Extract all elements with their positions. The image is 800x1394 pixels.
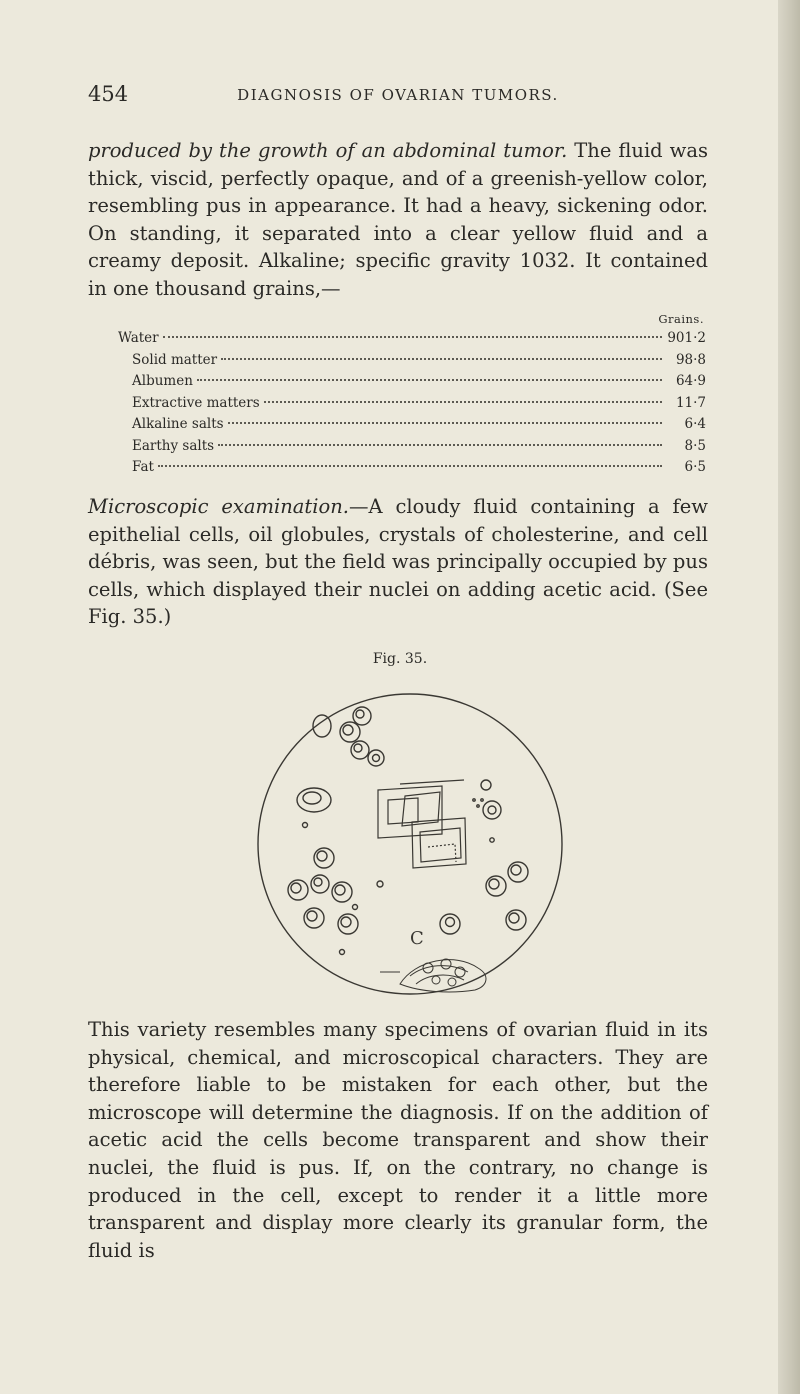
microscope-field-figure [250,672,570,1002]
table-row [118,395,706,417]
leader-dots [221,358,662,360]
paragraph-diagnosis: This variety resembles many specimens of ovarian fluid in its physical, chemical, and microscopical characters. They are therefore liable to be mistaken for each other, but the microscope will determine the diagnosis. If on the addition of acetic acid the cells become transparent and show their nuclei, the fluid is pus. If, on the contrary, no change is produced in the cell, except to render it a little more transparent and display more clearly its granular form, the fluid is [88,1018,708,1262]
composition-table [118,312,706,481]
row-label: Albumen [132,373,193,389]
row-value: 8·5 [684,437,706,454]
paragraph-fluid-description [88,137,708,303]
row-label: Earthy salts [132,437,215,454]
pus-cells [288,707,528,934]
leader-dots [218,444,662,446]
italic-lead: Microscopic examination. [88,495,350,518]
microscope-field-circle [258,694,562,994]
row-label: Water [118,330,159,346]
cell-debris [380,959,486,992]
table-row [118,459,706,481]
table-row [118,352,706,374]
row-label: Extractive matters [132,394,260,411]
row-value: 11·7 [675,394,706,411]
table-row [118,438,706,460]
leader-dots [197,379,662,381]
row-value: 98·8 [675,351,706,368]
leader-dots [163,336,662,338]
table-units-header: Grains. [658,312,704,326]
row-value: 64·9 [675,373,706,389]
cholesterine-crystals [378,780,466,868]
row-label: Alkaline salts [132,416,224,432]
row-label: Solid matter [132,351,218,368]
figure-inner-letter: C [410,928,424,949]
row-value: 6·5 [684,459,706,475]
row-label: Fat [132,459,154,475]
row-value: 6·4 [684,416,706,432]
italic-lead: produced by the growth of an abdominal tumor. [88,139,568,162]
table-row [118,416,706,438]
leader-dots [158,465,662,467]
page-number: 454 [88,82,129,106]
table-row [118,373,706,395]
paragraph-microscopic [88,493,708,631]
paragraph-text: —A cloudy fluid containing a few epithelial cells, oil globules, crystals of cholesterine, and cell débris, was seen, but the field was principally occupied by pus cells, which displayed their nuclei on adding acetic acid. (See Fig. 35.) [88,495,708,629]
leader-dots [228,422,662,424]
table-row [118,330,706,352]
row-value: 901·2 [667,330,706,346]
page-edge [778,0,800,1394]
leader-dots [264,401,662,403]
figure-label: Fig. 35. [372,651,428,667]
header-title: DIAGNOSIS OF OVARIAN TUMORS. [237,86,559,104]
running-head [88,82,708,112]
paragraph-text: The fluid was thick, viscid, perfectly opaque, and of a greenish-yellow color, resembling pus in appearance. It had a heavy, sickening odor. On standing, it separated into a clear yellow fluid and a creamy deposit. Alkaline; specific gravity 1032. It contained in one thousand grains,— [88,139,708,300]
